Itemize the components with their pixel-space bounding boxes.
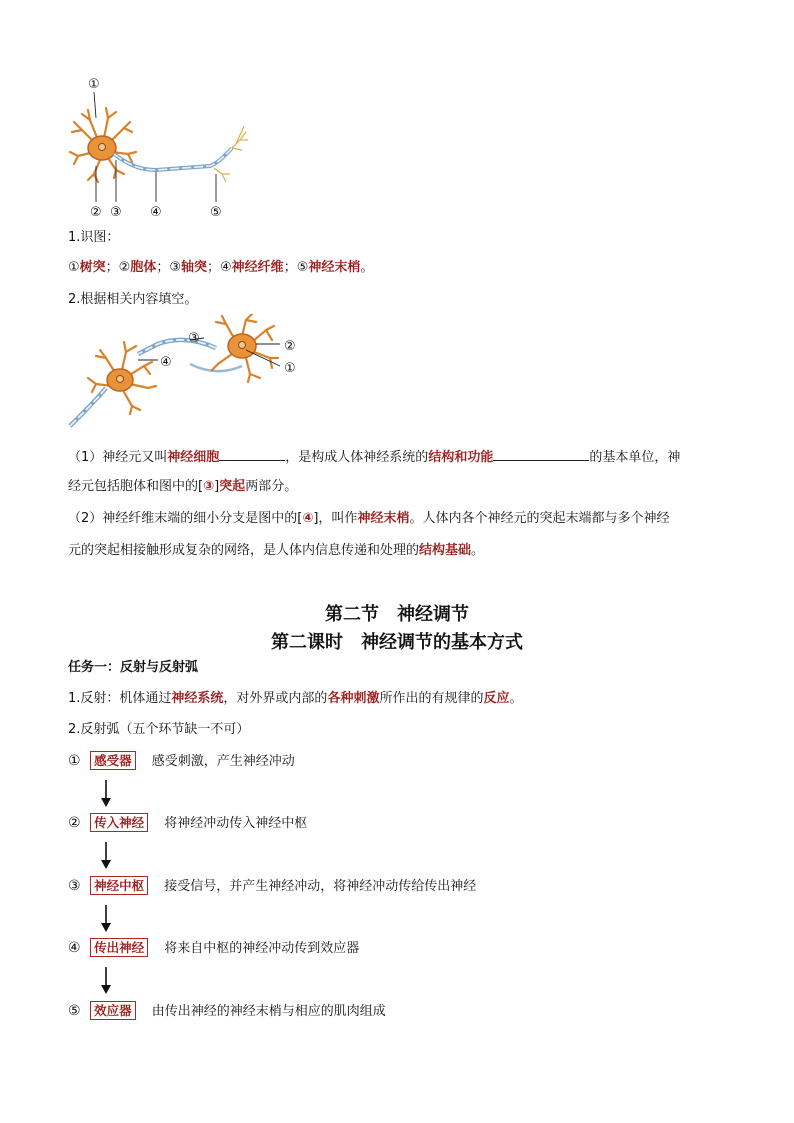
diagram1-label-2: ② bbox=[90, 205, 102, 220]
diagram1-label-5: ⑤ bbox=[210, 205, 222, 220]
reflex-answer-response: 反应 bbox=[483, 691, 510, 706]
para1-answer-neuron-cell: 神经细胞 bbox=[167, 450, 220, 465]
para2-text-b: ]，叫作 bbox=[313, 511, 358, 526]
q1-answer-4: 神经纤维 bbox=[231, 260, 284, 275]
diagram2-label-2: ② bbox=[284, 339, 296, 354]
para1-answer-structure: 结构和功能 bbox=[428, 450, 494, 465]
para2-answer-ending: 神经末梢 bbox=[357, 511, 410, 526]
task-heading: 任务一：反射与反射弧 bbox=[68, 660, 199, 675]
q1-answer-3: 轴突 bbox=[181, 260, 208, 275]
arc-step-5-name: 效应器 bbox=[90, 1001, 136, 1020]
arc-step-3-num: ③ bbox=[68, 878, 81, 894]
para1-blank-1 bbox=[219, 446, 285, 461]
reflex-text-a: 1.反射：机体通过 bbox=[68, 691, 172, 706]
reflex-answer-system: 神经系统 bbox=[171, 691, 224, 706]
arc-step-4-name: 传出神经 bbox=[90, 938, 148, 957]
q1-answer-2: 胞体 bbox=[130, 260, 157, 275]
arc-heading: 2.反射弧（五个环节缺一不可） bbox=[68, 722, 250, 737]
q2-heading: 2.根据相关内容填空。 bbox=[68, 292, 198, 307]
arc-step-2-num: ② bbox=[68, 815, 81, 831]
para1-answer-process: 突起 bbox=[219, 479, 246, 494]
para1-line2 bbox=[68, 478, 297, 496]
q1-num-2: ；② bbox=[105, 260, 131, 275]
para1-text-e: ] bbox=[214, 479, 220, 494]
neuron-diagram-2 bbox=[66, 314, 316, 434]
para1-line1 bbox=[68, 446, 680, 467]
diagram2-label-1: ① bbox=[284, 361, 296, 376]
para2-line1 bbox=[68, 510, 669, 528]
reflex-text-d: 。 bbox=[509, 691, 523, 706]
arc-step-3-name: 神经中枢 bbox=[90, 876, 148, 895]
neuron-diagram-1 bbox=[60, 70, 250, 222]
para2-line2 bbox=[68, 542, 484, 560]
arrow-down-icon bbox=[100, 905, 112, 933]
para2-text-e: 。 bbox=[471, 543, 485, 558]
reflex-text-c: 所作出的有规律的 bbox=[379, 691, 484, 706]
arc-step-3-desc: 接受信号，并产生神经冲动，将神经冲动传给传出神经 bbox=[164, 879, 477, 894]
arc-step-2 bbox=[68, 813, 307, 834]
diagram2-label-4: ④ bbox=[160, 355, 172, 370]
diagram1-label-4: ④ bbox=[150, 205, 162, 220]
q1-num-5: ；⑤ bbox=[283, 260, 309, 275]
arc-step-1-num: ① bbox=[68, 753, 81, 769]
section-subtitle: 第二课时 神经调节的基本方式 bbox=[271, 632, 523, 653]
arc-step-5 bbox=[68, 1001, 386, 1022]
arc-step-3 bbox=[68, 876, 476, 897]
arc-step-1 bbox=[68, 751, 295, 772]
para1-text-a: （1）神经元又叫 bbox=[68, 450, 168, 465]
arc-step-4-num: ④ bbox=[68, 940, 81, 956]
diagram1-label-3: ③ bbox=[110, 205, 122, 220]
diagram2-label-3: ③ bbox=[188, 331, 200, 346]
arc-step-2-desc: 将神经冲动传入神经中枢 bbox=[164, 816, 308, 831]
para1-text-c: 的基本单位，神 bbox=[589, 450, 681, 465]
para1-text-d: 经元包括胞体和图中的[ bbox=[68, 479, 204, 494]
reflex-text-b: ，对外界或内部的 bbox=[223, 691, 328, 706]
arrow-down-icon bbox=[100, 967, 112, 995]
arrow-down-icon bbox=[100, 842, 112, 870]
q1-end: 。 bbox=[360, 260, 374, 275]
arc-step-1-name: 感受器 bbox=[90, 751, 136, 770]
para2-text-c: 。人体内各个神经元的突起末端都与多个神经 bbox=[409, 511, 670, 526]
arc-step-4-desc: 将来自中枢的神经冲动传到效应器 bbox=[164, 941, 360, 956]
q1-num-3: ；③ bbox=[156, 260, 181, 275]
q1-answer-1: 树突 bbox=[79, 260, 106, 275]
arrow-down-icon bbox=[100, 780, 112, 808]
q1-answer-5: 神经末梢 bbox=[308, 260, 361, 275]
para2-answer-num: ④ bbox=[302, 511, 314, 526]
section-title: 第二节 神经调节 bbox=[325, 604, 469, 625]
reflex-definition bbox=[68, 690, 523, 708]
para2-text-d: 元的突起相接触形成复杂的网络，是人体内信息传递和处理的 bbox=[68, 543, 420, 558]
q1-num-1: ① bbox=[68, 260, 80, 275]
reflex-answer-stimulus: 各种刺激 bbox=[327, 691, 380, 706]
arc-step-2-name: 传入神经 bbox=[90, 813, 148, 832]
para1-answer-num: ③ bbox=[203, 479, 215, 494]
arc-step-5-num: ⑤ bbox=[68, 1003, 81, 1019]
para1-blank-2 bbox=[493, 446, 589, 461]
arc-step-4 bbox=[68, 938, 359, 959]
q1-answer-line bbox=[68, 259, 373, 277]
arc-step-1-desc: 感受刺激，产生神经冲动 bbox=[151, 754, 295, 769]
q1-num-4: ；④ bbox=[207, 260, 232, 275]
para1-text-f: 两部分。 bbox=[245, 479, 298, 494]
diagram1-label-1: ① bbox=[88, 77, 100, 92]
para2-text-a: （2）神经纤维末端的细小分支是图中的[ bbox=[68, 511, 303, 526]
para1-text-b: ，是构成人体神经系统的 bbox=[285, 450, 429, 465]
arc-step-5-desc: 由传出神经的神经末梢与相应的肌肉组成 bbox=[151, 1004, 386, 1019]
q1-heading: 1.识图： bbox=[68, 230, 120, 245]
para2-answer-basis: 结构基础 bbox=[419, 543, 472, 558]
